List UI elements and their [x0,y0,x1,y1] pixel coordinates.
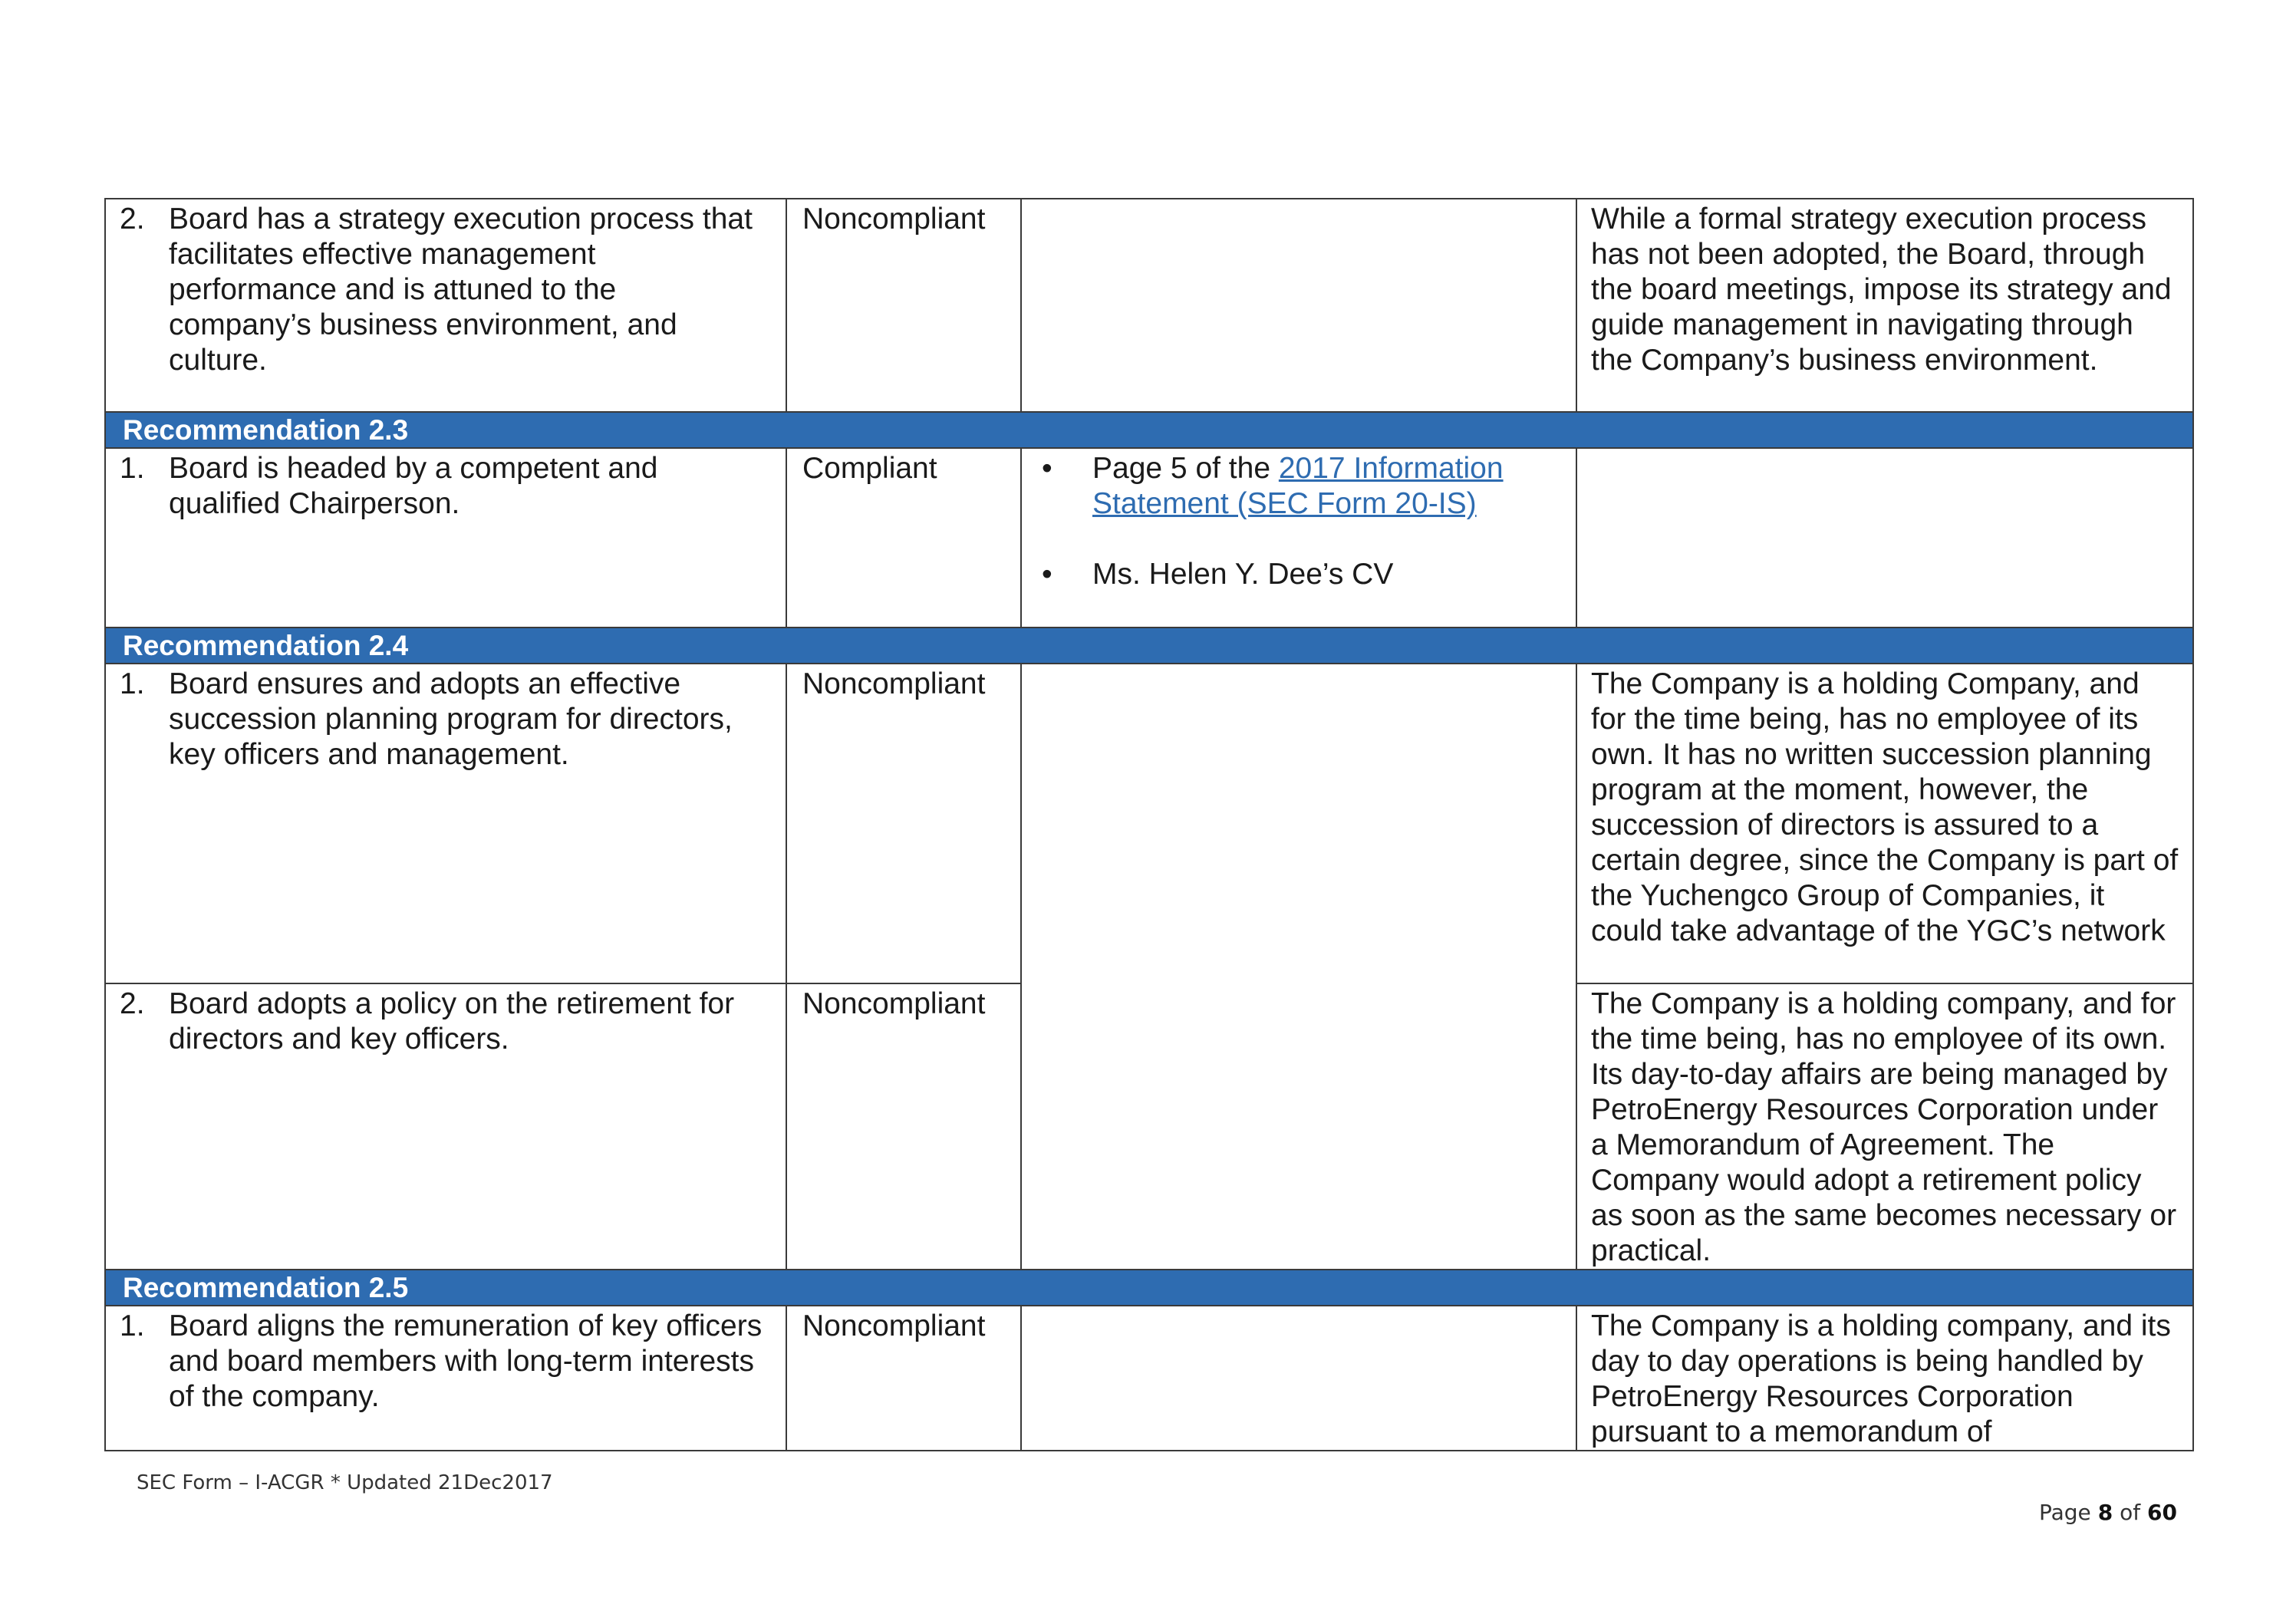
recommendation-title: Recommendation 2.5 [105,1270,2193,1306]
compliance-status: Noncompliant [786,1306,1021,1451]
table-row [105,448,2193,628]
table-row [105,1306,2193,1451]
explanation-cell: The Company is a holding Company, and for the time being, has no employee of its own. It has no written succession planning program at the moment, however, the succession of directors is assured to a certain degree, since the Company is part of the Yuchengco Group of Companies, it could take advantage of the YGC’s network [1576,664,2193,983]
compliance-status: Noncompliant [786,983,1021,1270]
item-number: 1. [120,452,145,485]
reference-text [1092,451,1565,522]
page-number [2039,1500,2177,1525]
information-statement-link[interactable]: 2017 Information Statement (SEC Form 20-IS) [1092,452,1504,520]
explanation-cell: While a formal strategy execution process has not been adopted, the Board, through the board meetings, impose its strategy and guide management in navigating through the Company’s business environment. [1576,199,2193,412]
recommendation-cell [105,664,786,983]
bullet-icon: • [1042,558,1052,591]
reference-prefix: Page 5 of the [1092,452,1279,485]
total-pages: 60 [2146,1500,2177,1525]
recommendation-header [105,412,2193,448]
reference-text: Ms. Helen Y. Dee’s CV [1092,558,1394,591]
references-cell [1021,199,1576,412]
recommendation-cell [105,1306,786,1451]
table-row [105,199,2193,412]
references-cell [1021,1306,1576,1451]
acgr-table [104,198,2194,1451]
explanation-cell: The Company is a holding company, and its day to day operations is being handled by PetroEnergy Resources Corporation pursuant to a memorandum of [1576,1306,2193,1451]
reference-list [1034,451,1565,592]
list-item [1034,557,1565,592]
recommendation-title: Recommendation 2.4 [105,628,2193,664]
item-number: 2. [120,987,145,1020]
recommendation-cell [105,983,786,1270]
item-text: Board has a strategy execution process that facilitates effective management performance and is attuned to the company’s business environment, and culture. [169,203,753,377]
item-text: Board ensures and adopts an effective succession planning program for directors, key officers and management. [169,667,733,771]
item-text: Board adopts a policy on the retirement for directors and key officers. [169,987,735,1056]
explanation-cell: The Company is a holding company, and for the time being, has no employee of its own. Its day-to-day affairs are being managed by PetroEnergy Resources Corporation under a Memorandum of Agreement. The Company would adopt a retirement policy as soon as the same becomes necessary or practical. [1576,983,2193,1270]
bullet-icon: • [1042,452,1052,485]
of-label: of [2113,1500,2147,1525]
compliance-status: Noncompliant [786,199,1021,412]
item-text: Board aligns the remuneration of key officers and board members with long-term interests of the company. [169,1309,763,1413]
list-item [1034,451,1565,522]
item-number: 1. [120,1309,145,1342]
compliance-status: Noncompliant [786,664,1021,983]
form-footer: SEC Form – I-ACGR * Updated 21Dec2017 [137,1471,553,1494]
recommendation-cell [105,199,786,412]
references-cell [1021,448,1576,628]
compliance-status: Compliant [786,448,1021,628]
item-number: 1. [120,667,145,700]
recommendation-cell [105,448,786,628]
item-text: Board is headed by a competent and qualified Chairperson. [169,452,658,520]
references-cell [1021,664,1576,1270]
item-number: 2. [120,203,145,236]
current-page: 8 [2097,1500,2113,1525]
page-label: Page [2039,1500,2098,1525]
recommendation-title: Recommendation 2.3 [105,412,2193,448]
recommendation-header [105,628,2193,664]
explanation-cell [1576,448,2193,628]
table-row [105,664,2193,983]
recommendation-header [105,1270,2193,1306]
